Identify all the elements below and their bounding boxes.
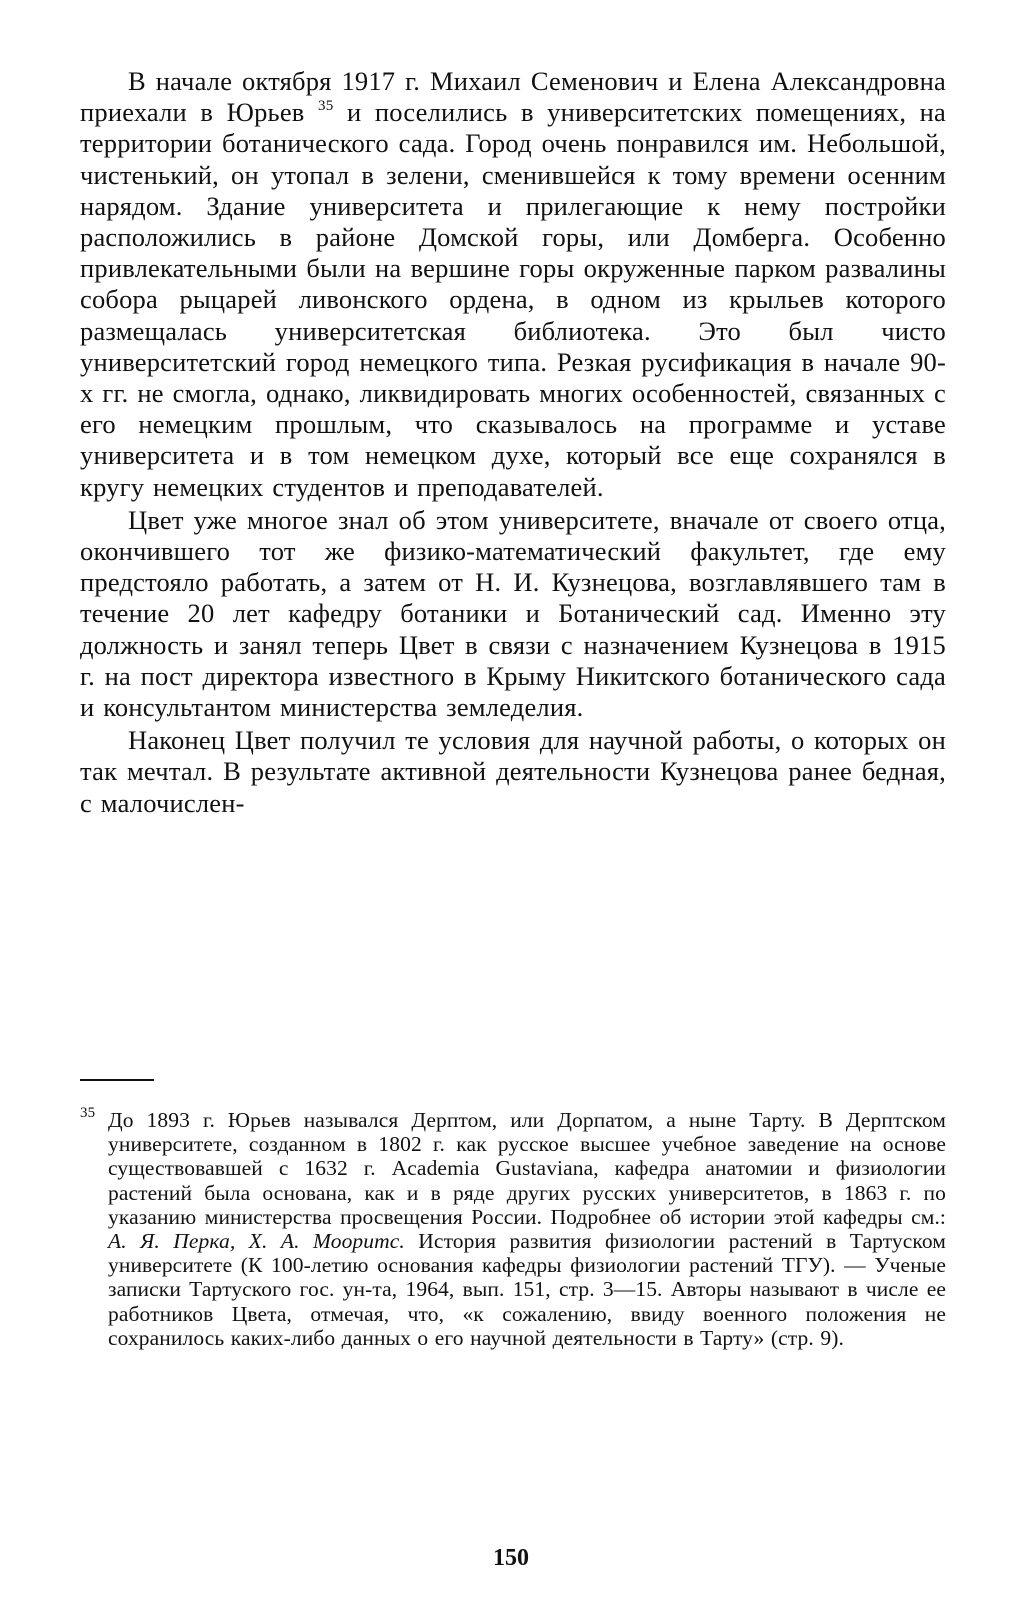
page-number: 150	[493, 1545, 529, 1571]
footnote-text-end: История развития физиологии растений в Тартуском университете (К 100-летию основания кафедры физиологии растений ТГУ). — Ученые записки Тартуского гос. ун-та, 1964, вып. 151, стр. 3—15. Авторы называют в числе ее работников Цвета, отмечая, что, «к сожалению, ввиду военного положения не сохранилось каких-либо данных о его научной деятельности в Тарту» (стр. 9).	[108, 1229, 946, 1350]
paragraph-3: Наконец Цвет получил те условия для научной работы, о которых он так мечтал. В результате активной деятельности Кузнецова ранее бедная, с малочислен-	[80, 725, 946, 818]
paragraph-1-text-start: В начале октября 1917 г. Михаил Семенович и Елена Александровна приехали в Юрьев	[80, 66, 946, 128]
footnote	[80, 1105, 946, 1350]
footnote-authors: А. Я. Перка, Х. А. Мооритс.	[108, 1229, 405, 1254]
paragraph-2: Цвет уже многое знал об этом университете, вначале от своего отца, окончившего тот же физико-математический факультет, где ему предстояло работать, а затем от Н. И. Кузнецова, возглавлявшего там в течение 20 лет кафедру ботаники и Ботанический сад. Именно эту должность и занял теперь Цвет в связи с назначением Кузнецова в 1915 г. на пост директора известного в Крыму Никитского ботанического сада и консультантом министерства земледелия.	[80, 504, 946, 723]
footnote-separator	[80, 1079, 154, 1081]
footnote-mark: 35	[80, 1105, 96, 1121]
footnote-text-start: До 1893 г. Юрьев назывался Дерптом, или Дорпатом, а ныне Тарту. В Дерптском университете, созданном в 1802 г. как русское высшее учебное заведение на основе существовавшей с 1632 г. Academia Gustaviana, кафедра анатомии и физиологии растений была основана, как и в ряде других русских университетов, в 1863 г. по указанию министерства просвещения России. Подробнее об истории этой кафедры см.:	[108, 1108, 946, 1229]
main-text	[80, 66, 946, 819]
paragraph-1-text-end: и поселились в университетских помещениях, на территории ботанического сада. Город очень понравился им. Небольшой, чистенький, он утопал в зелени, сменившейся к тому времени осенним нарядом. Здание университета и прилегающие к нему постройки расположились в районе Домской горы, или Домберга. Особенно привлекательными были на вершине горы окруженные парком развалины собора рыцарей ливонского ордена, в одном из крыльев которого размещалась университетская библиотека. Это был чисто университетский город немецкого типа. Резкая русификация в начале 90-х гг. не смогла, однако, ликвидировать многих особенностей, связанных с его немецким прошлым, что сказывалось на программе и уставе университета и в том немецком духе, который все еще сохранялся в кругу немецких студентов и преподавателей.	[80, 97, 947, 502]
footnote-reference[interactable]: 35	[318, 98, 334, 115]
paragraph-1	[80, 66, 946, 503]
